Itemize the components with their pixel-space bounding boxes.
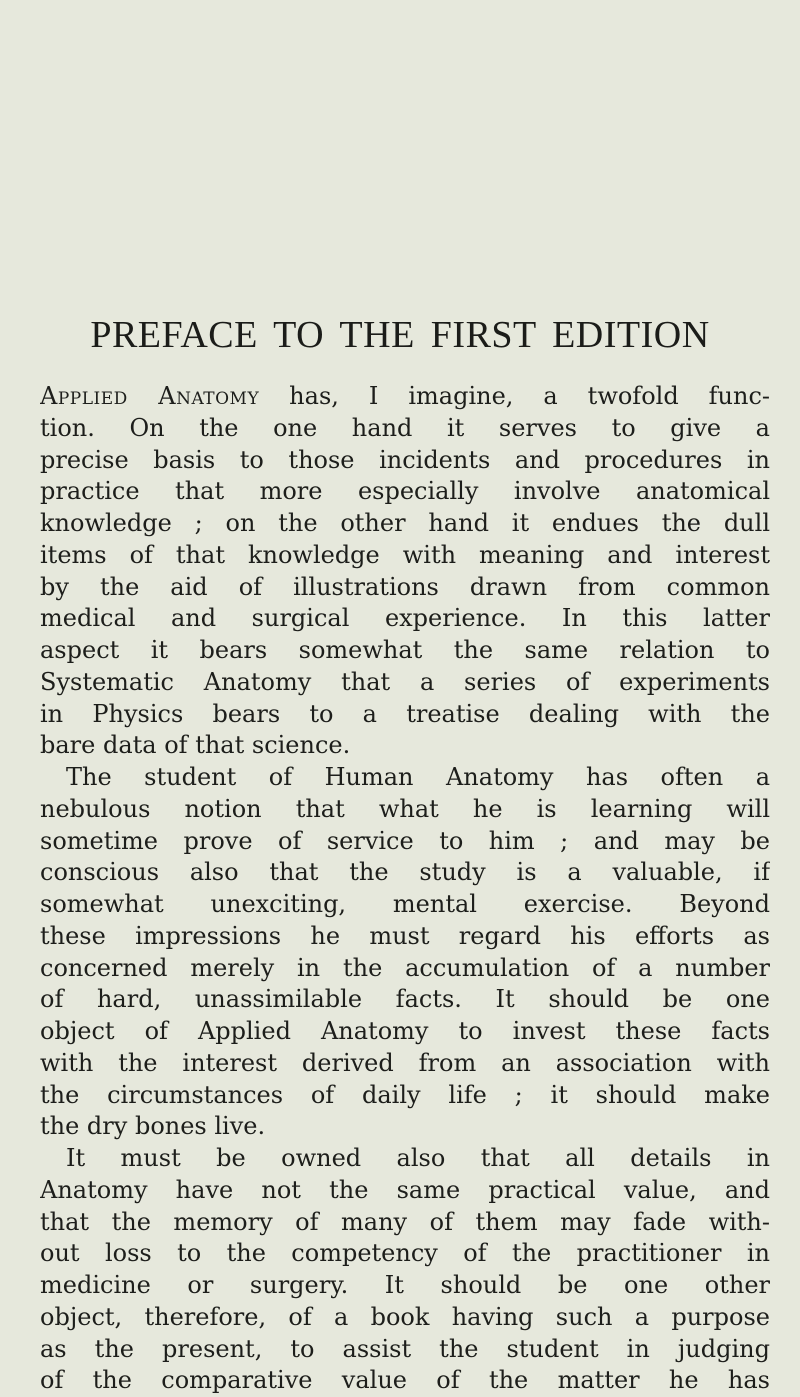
- text-line: somewhat unexciting, mental exercise. Beyond: [40, 890, 770, 918]
- text-line: that the memory of many of them may fade with-: [40, 1207, 770, 1236]
- text-line: precise basis to those incidents and procedures in: [40, 445, 770, 474]
- text-line: object of Applied Anatomy to invest these facts: [40, 1017, 770, 1045]
- text-line: medical and surgical experience. In this latter: [40, 604, 770, 633]
- text-line-content: has, I imagine, a twofold func-: [259, 382, 770, 410]
- text-line: Systematic Anatomy that a series of experiments: [40, 667, 770, 696]
- text-line: items of that knowledge with meaning and interest: [40, 540, 770, 569]
- text-line: sometime prove of service to him ; and may be: [40, 826, 770, 855]
- text-line: with the interest derived from an association with: [40, 1048, 770, 1077]
- text-line: the dry bones live.: [40, 1112, 266, 1141]
- text-line: the circumstances of daily life ; it should make: [40, 1080, 770, 1109]
- text-line: object, therefore, of a book having such a purpose: [40, 1302, 770, 1331]
- text-line: It must be owned also that all details in: [66, 1144, 770, 1172]
- text-line: practice that more especially involve anatomical: [40, 477, 770, 506]
- text-line: these impressions he must regard his efforts as: [40, 921, 770, 950]
- text-line: Anatomy have not the same practical value, and: [40, 1175, 770, 1204]
- preface-heading: PREFACE TO THE FIRST EDITION: [90, 314, 710, 356]
- text-line: bare data of that science.: [40, 731, 351, 760]
- text-line: conscious also that the study is a valuable, if: [40, 858, 770, 887]
- text-line: The student of Human Anatomy has often a: [66, 763, 770, 791]
- text-line: of the comparative value of the matter he has: [40, 1366, 770, 1395]
- text-line: in Physics bears to a treatise dealing with the: [40, 699, 770, 728]
- lead-words: Applied Anatomy: [40, 382, 260, 410]
- text-line: as the present, to assist the student in judging: [40, 1334, 770, 1363]
- text-line: out loss to the competency of the practitioner in: [40, 1239, 770, 1268]
- text-line: medicine or surgery. It should be one other: [40, 1271, 770, 1299]
- text-line: knowledge ; on the other hand it endues the dull: [40, 509, 770, 537]
- text-line: [40, 381, 770, 413]
- text-line: by the aid of illustrations drawn from common: [40, 572, 770, 601]
- preface-body: [40, 381, 770, 1397]
- text-line: tion. On the one hand it serves to give a: [40, 413, 770, 442]
- text-line: concerned merely in the accumulation of a number: [40, 953, 770, 982]
- text-line: of hard, unassimilable facts. It should be one: [40, 985, 770, 1014]
- text-line: aspect it bears somewhat the same relation to: [40, 636, 770, 664]
- text-line: nebulous notion that what he is learning will: [40, 794, 770, 823]
